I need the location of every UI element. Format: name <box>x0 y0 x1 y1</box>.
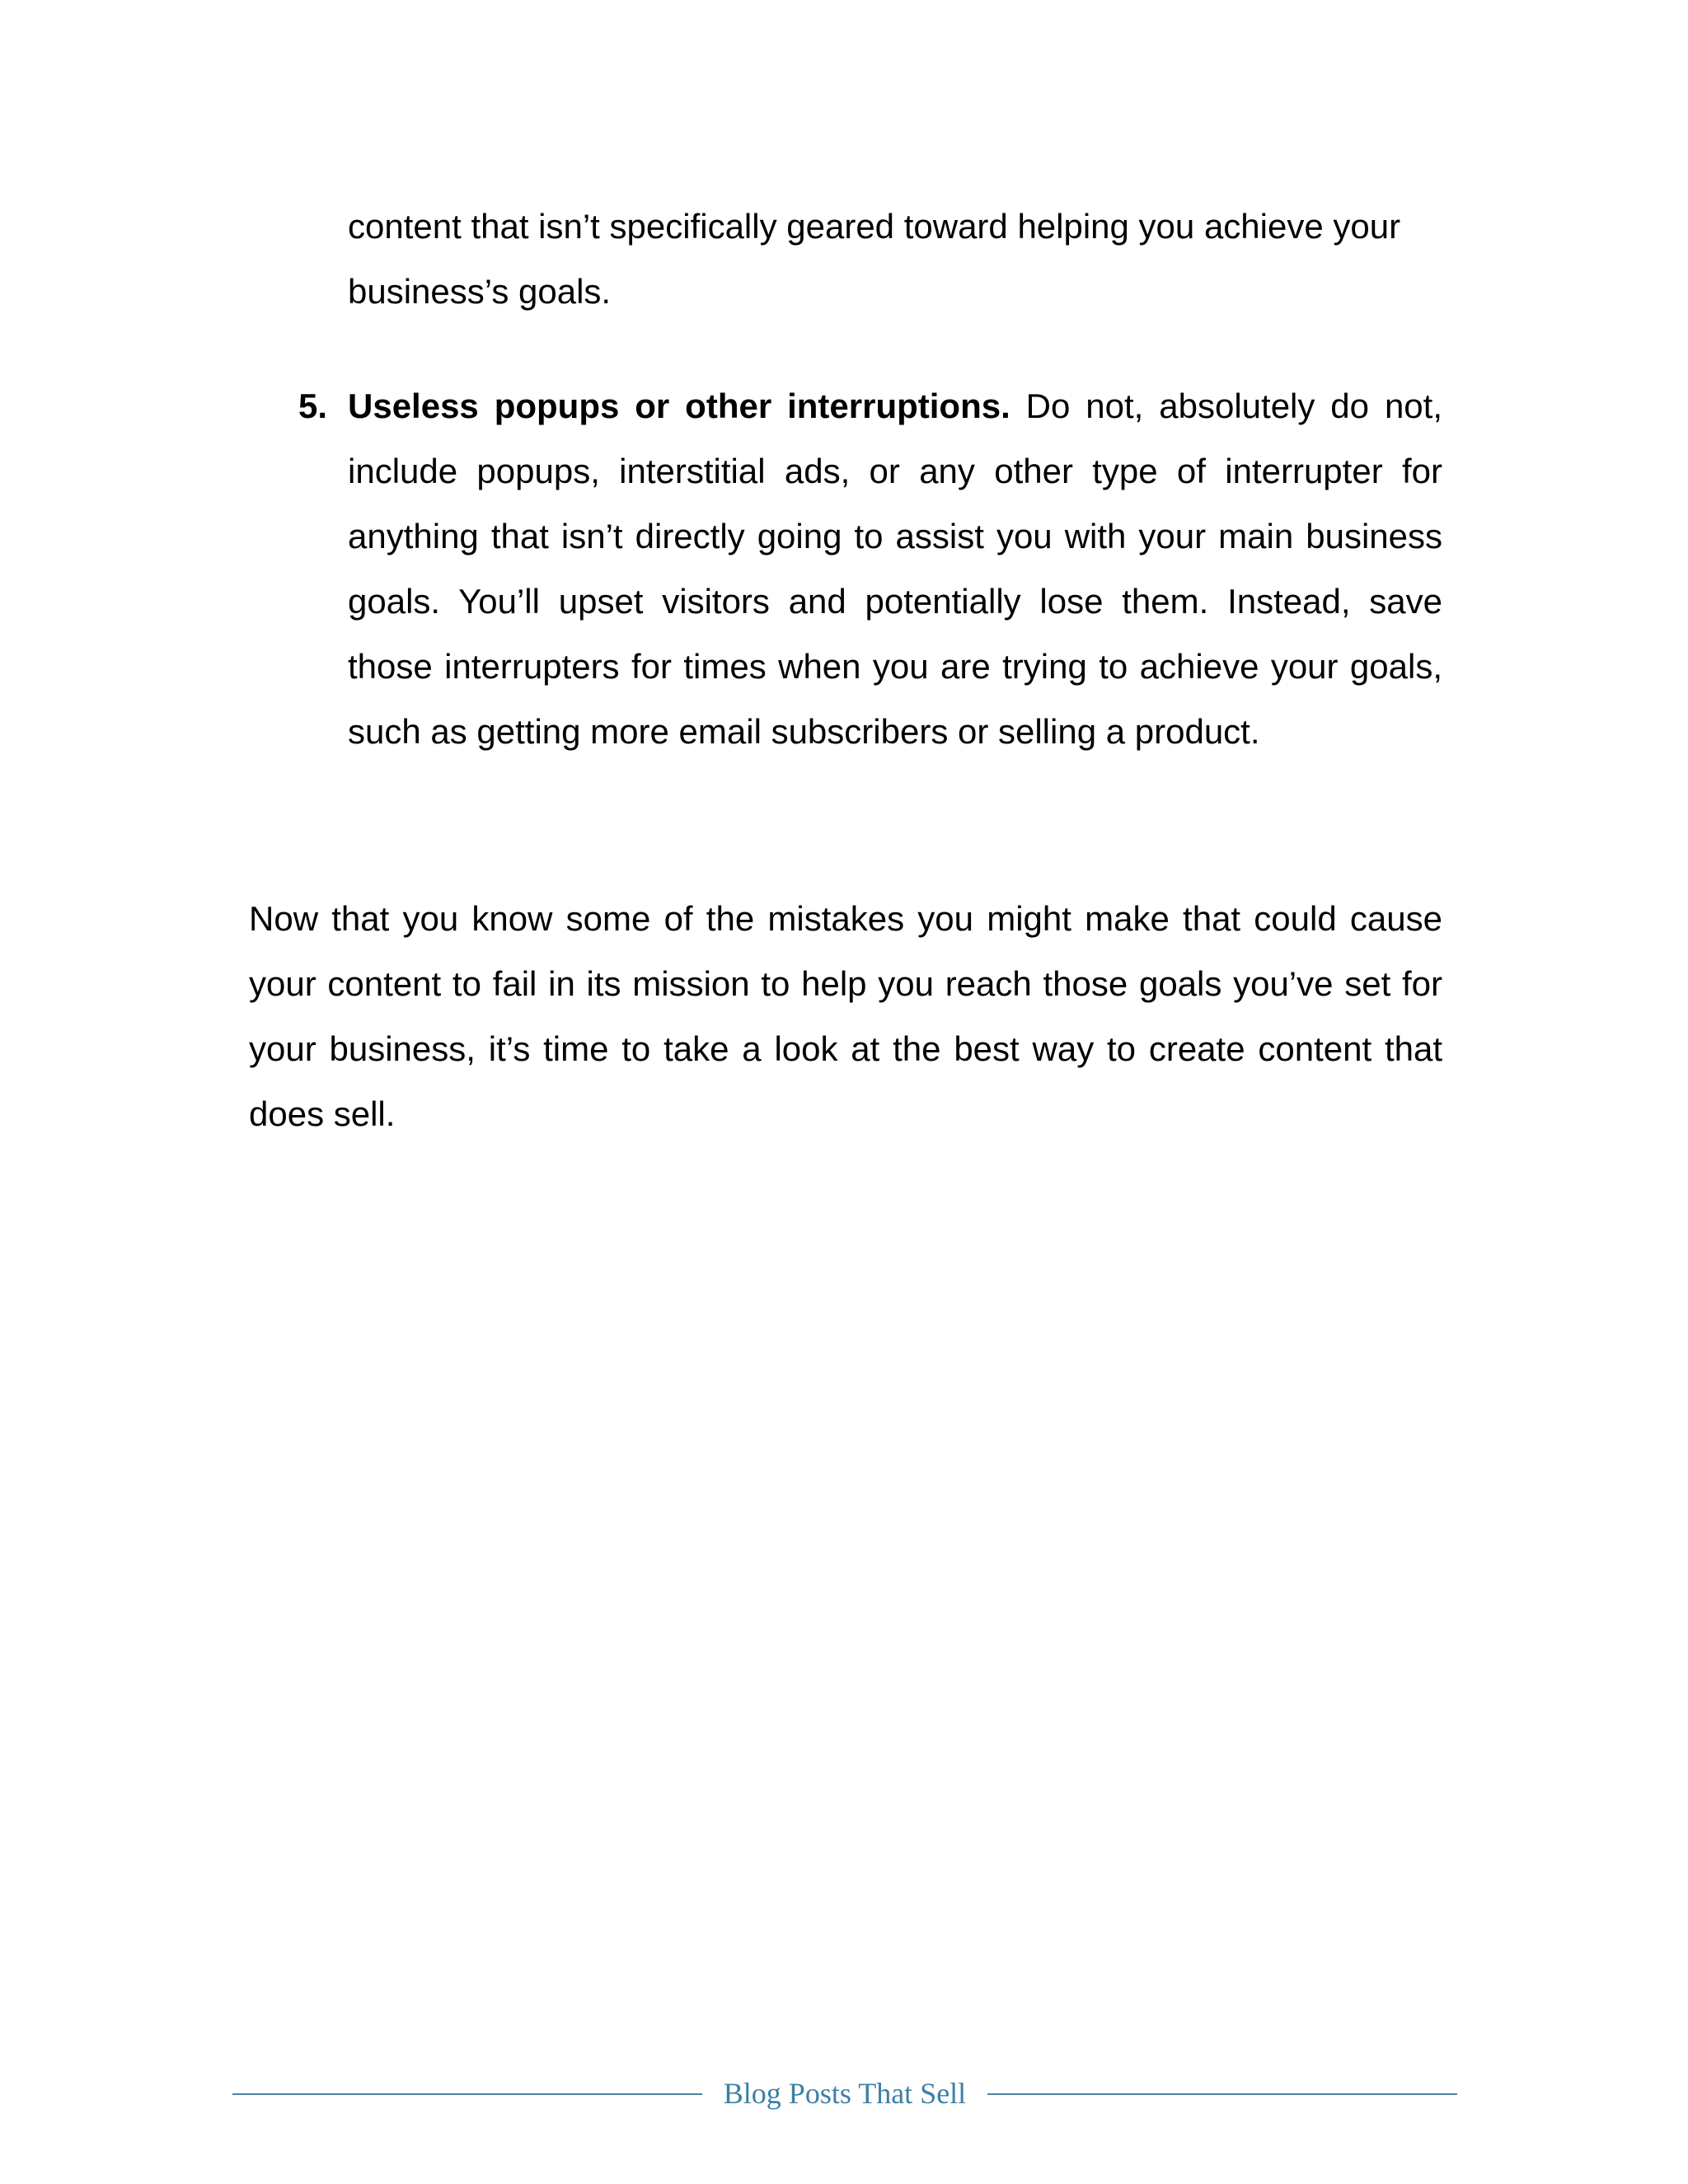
footer-rule-right <box>987 2093 1457 2095</box>
footer-title: Blog Posts That Sell <box>723 2077 967 2110</box>
closing-paragraph: Now that you know some of the mistakes you might make that could cause your content to fail in its mission to help you reach those goals you’ve set for your business, it’s time to take a look at the best way to create content that does sell. <box>249 899 1442 1133</box>
list-item-number: 5. <box>298 387 328 425</box>
page-footer <box>232 2069 1457 2118</box>
list-item-bold-lead: Useless popups or other interruptions. <box>348 387 1010 425</box>
list-item-text: Do not, absolutely do not, include popups, interstitial ads, or any other type of interrupter for anything that isn’t directly going to assist you with your main business goals. You’ll upset visitors and potentially lose them. Instead, save those interrupters for times when you are trying to achieve your goals, such as getting more email subscribers or selling a product. <box>348 387 1442 751</box>
footer-rule-left <box>232 2093 702 2095</box>
list-item-body <box>348 373 1442 764</box>
continued-paragraph: content that isn’t specifically geared toward helping you achieve your business’s goals. <box>348 207 1401 311</box>
